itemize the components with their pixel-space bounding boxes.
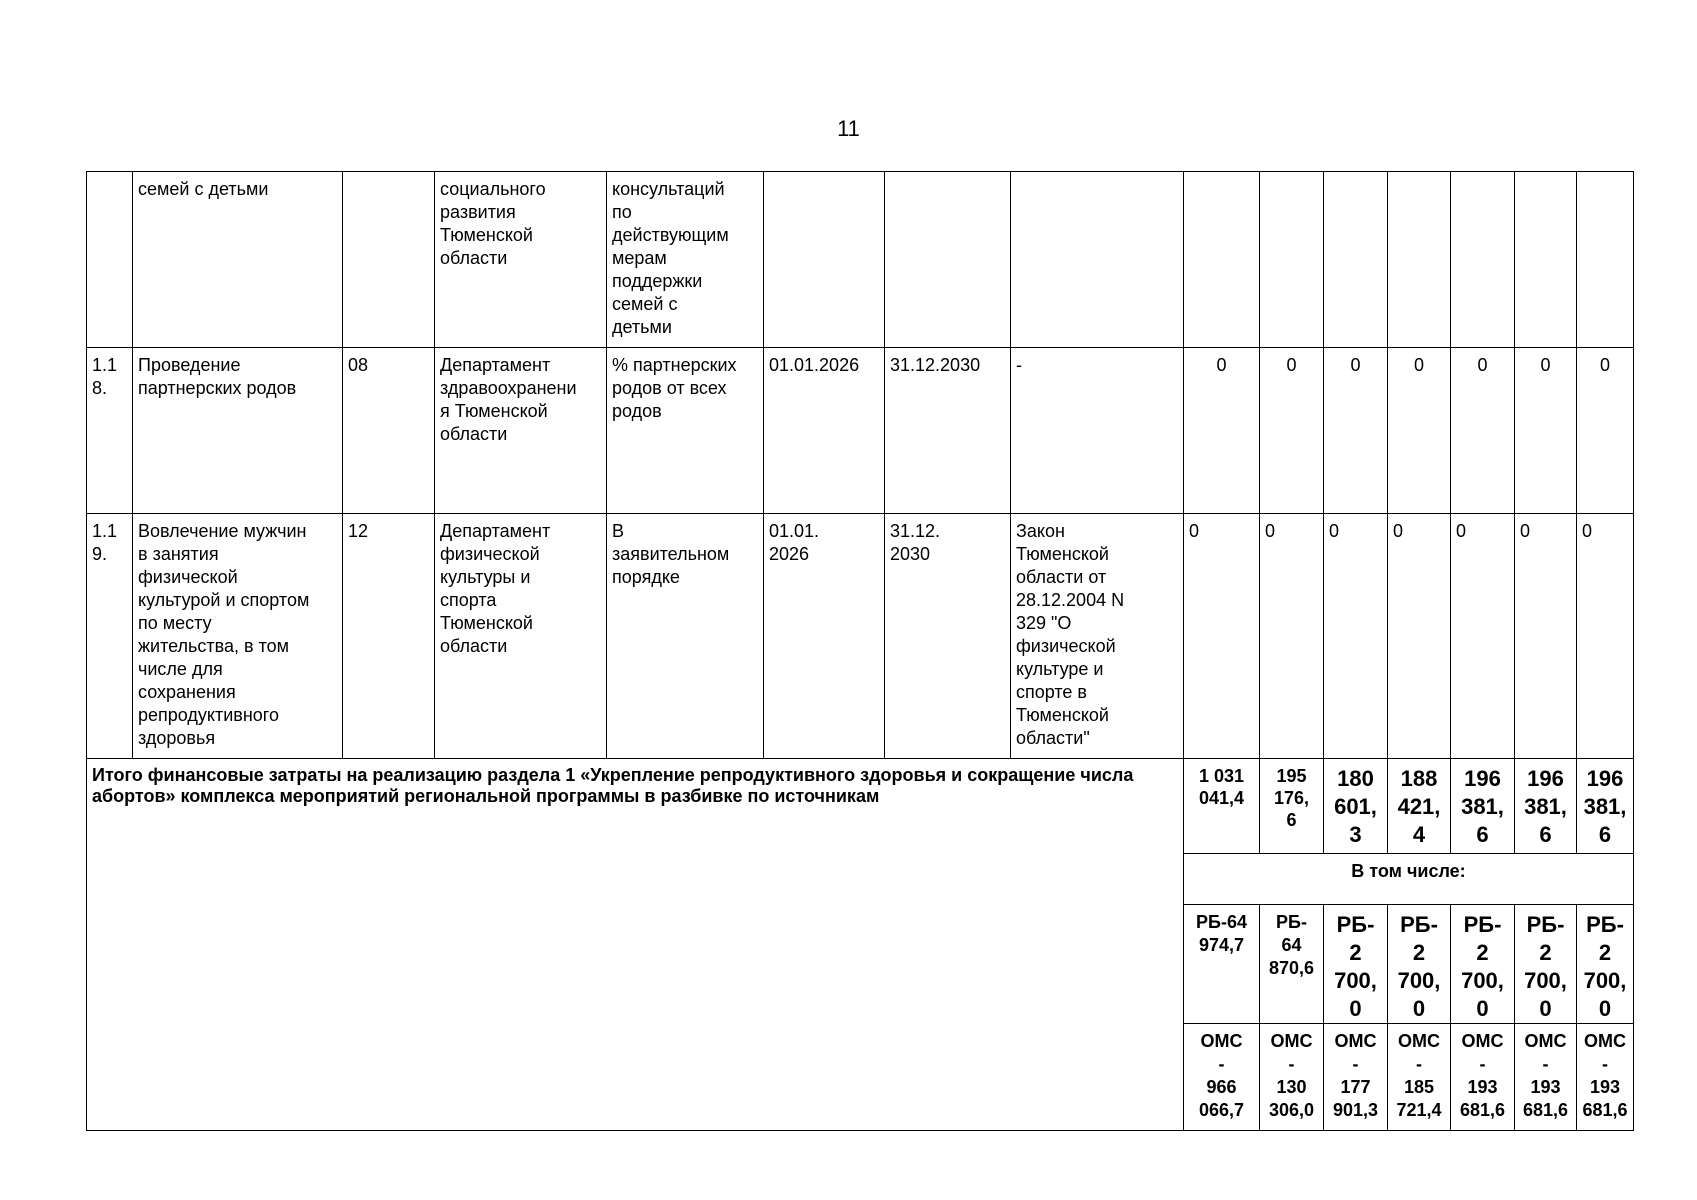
value-2026: 0 (1260, 348, 1324, 514)
table-row (87, 172, 1634, 348)
measure-name: Проведение партнерских родов (133, 348, 343, 514)
value-2027: 0 (1324, 348, 1388, 514)
value-2028: 0 (1388, 348, 1451, 514)
value-2031: 0 (1577, 514, 1634, 759)
rb-value: РБ- 64 870,6 (1260, 905, 1324, 1024)
page-number: 11 (837, 116, 860, 141)
executor: Департамент физической культуры и спорта Тюменской области (435, 514, 607, 759)
rb-value: РБ- 2 700, 0 (1451, 905, 1515, 1024)
measure-name: Вовлечение мужчин в занятия физической культурой и спортом по месту жительства, в том числе для сохранения репродуктивного здоровья (133, 514, 343, 759)
start-date: 01.01. 2026 (764, 514, 885, 759)
value-2026 (1260, 172, 1324, 348)
value-2031 (1577, 172, 1634, 348)
total-label: Итого финансовые затраты на реализацию раздела 1 «Укрепление репродуктивного здоровья и сокращение числа абортов» комплекса мероприятий региональной программы в разбивке по источникам (87, 759, 1184, 1131)
end-date: 31.12. 2030 (885, 514, 1011, 759)
program-code (343, 172, 435, 348)
measure-name: семей с детьми (133, 172, 343, 348)
value-2029: 0 (1451, 348, 1515, 514)
oms-value: ОМС - 193 681,6 (1451, 1024, 1515, 1131)
total-sum: 1 031 041,4 (1184, 759, 1260, 854)
including-label: В том числе: (1184, 854, 1634, 905)
total-year: 188 421, 4 (1388, 759, 1451, 854)
measures-table (86, 171, 1634, 1131)
rb-value: РБ- 2 700, 0 (1515, 905, 1577, 1024)
end-date: 31.12.2030 (885, 348, 1011, 514)
start-date: 01.01.2026 (764, 348, 885, 514)
row-number (87, 172, 133, 348)
value-2030 (1515, 172, 1577, 348)
value-2028: 0 (1388, 514, 1451, 759)
rb-value: РБ-64 974,7 (1184, 905, 1260, 1024)
total-year: 195 176, 6 (1260, 759, 1324, 854)
oms-value: ОМС - 177 901,3 (1324, 1024, 1388, 1131)
oms-value: ОМС - 193 681,6 (1577, 1024, 1634, 1131)
total-year: 196 381, 6 (1515, 759, 1577, 854)
value-2028 (1388, 172, 1451, 348)
indicator: консультаций по действующим мерам поддержки семей с детьми (607, 172, 764, 348)
rb-value: РБ- 2 700, 0 (1577, 905, 1634, 1024)
end-date (885, 172, 1011, 348)
value-2030: 0 (1515, 514, 1577, 759)
totals-row (87, 759, 1634, 854)
value-total: 0 (1184, 348, 1260, 514)
row-number: 1.1 8. (87, 348, 133, 514)
rb-value: РБ- 2 700, 0 (1324, 905, 1388, 1024)
oms-value: ОМС - 966 066,7 (1184, 1024, 1260, 1131)
program-code: 08 (343, 348, 435, 514)
indicator: % партнерских родов от всех родов (607, 348, 764, 514)
legal-basis (1011, 172, 1184, 348)
oms-value: ОМС - 130 306,0 (1260, 1024, 1324, 1131)
value-total: 0 (1184, 514, 1260, 759)
row-number: 1.1 9. (87, 514, 133, 759)
legal-basis: Закон Тюменской области от 28.12.2004 N 329 "О физической культуре и спорте в Тюменской области" (1011, 514, 1184, 759)
total-year: 196 381, 6 (1577, 759, 1634, 854)
oms-value: ОМС - 193 681,6 (1515, 1024, 1577, 1131)
legal-basis: - (1011, 348, 1184, 514)
value-2029: 0 (1451, 514, 1515, 759)
executor: Департамент здравоохранени я Тюменской области (435, 348, 607, 514)
total-year: 180 601, 3 (1324, 759, 1388, 854)
value-2029 (1451, 172, 1515, 348)
total-year: 196 381, 6 (1451, 759, 1515, 854)
program-code: 12 (343, 514, 435, 759)
value-2026: 0 (1260, 514, 1324, 759)
start-date (764, 172, 885, 348)
indicator: В заявительном порядке (607, 514, 764, 759)
table-row (87, 348, 1634, 514)
rb-value: РБ- 2 700, 0 (1388, 905, 1451, 1024)
value-2027 (1324, 172, 1388, 348)
value-2030: 0 (1515, 348, 1577, 514)
oms-value: ОМС - 185 721,4 (1388, 1024, 1451, 1131)
executor: социального развития Тюменской области (435, 172, 607, 348)
table-row (87, 514, 1634, 759)
value-2027: 0 (1324, 514, 1388, 759)
value-total (1184, 172, 1260, 348)
value-2031: 0 (1577, 348, 1634, 514)
